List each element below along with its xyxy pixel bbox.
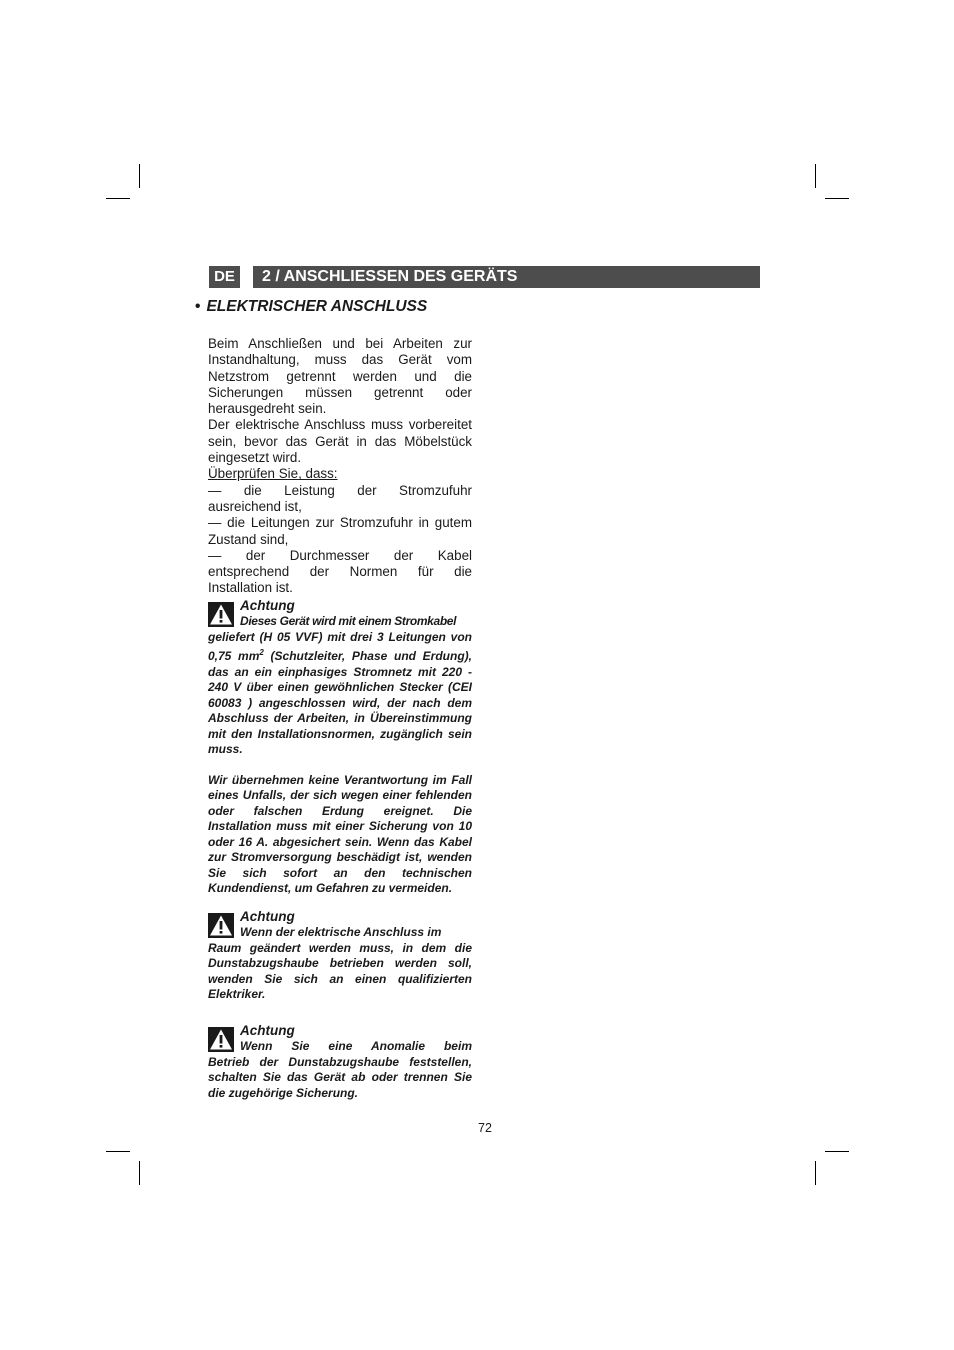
subheading-title: ELEKTRISCHER ANSCHLUSS	[206, 298, 428, 315]
crop-mark	[139, 1161, 140, 1185]
check-heading: Überprüfen Sie, dass:	[208, 466, 338, 482]
section-header	[209, 266, 760, 288]
check-item: — die Leitungen zur Stromzufuhr in gutem Zustand sind,	[208, 515, 472, 547]
warning-triangle-icon	[208, 602, 234, 627]
bullet: •	[195, 298, 201, 315]
warning-text: Wir übernehmen keine Verantwortung im Fall eines Unfalls, der sich wegen einer fehlenden oder falschen Erdung ereignet. Die Installation muss mit einer Sicherung von 10 oder 16 A. abgesichert sein. Wenn das Kabel zur Stromversorgung beschädigt ist, wenden Sie sich sofort an den technischen Kundendienst, um Gefahren zu vermeiden.	[208, 772, 472, 895]
warning-text: Betrieb der Dunstabzugshaube feststellen, schalten Sie das Gerät ab oder trennen Sie die zugehörige Sicherung.	[208, 1054, 472, 1100]
warning-block	[208, 1023, 472, 1101]
warning-text: geliefert (H 05 VVF) mit drei 3 Leitungen von 0,75 $mm^2$ (Schutzleiter, Phase und Erdung), das an ein einphasiges Stromnetz mit 220 - 240 V über einen gewöhnlichen Stecker (CEI 60083 ) angeschlossen wird, der nach dem Abschluss der Arbeiten, in Übereinstimmung mit den Installationsnormen, zugänglich sein muss.	[208, 629, 472, 756]
warning-text: Wenn der elektrische Anschluss im	[240, 925, 442, 939]
crop-mark	[106, 1151, 130, 1152]
crop-mark	[815, 164, 816, 188]
warning-block	[208, 909, 472, 1003]
crop-mark	[825, 1151, 849, 1152]
warning-title: Achtung	[240, 598, 295, 613]
paragraph: Beim Anschließen und bei Arbeiten zur Instandhaltung, muss das Gerät vom Netzstrom getrennt werden und die Sicherungen müssen getrennt oder herausgedreht sein.	[208, 336, 472, 417]
warning-triangle-icon	[208, 913, 234, 938]
warning-triangle-icon	[208, 1027, 234, 1052]
crop-mark	[815, 1161, 816, 1185]
subheading	[195, 298, 427, 316]
warning-text: Wenn Sie eine Anomalie beim	[240, 1039, 472, 1053]
paragraph: Der elektrische Anschluss muss vorbereitet sein, bevor das Gerät in das Möbelstück eingesetzt wird.	[208, 417, 472, 466]
check-item: — der Durchmesser der Kabel entsprechend der Normen für die Installation ist.	[208, 547, 472, 596]
warning-title: Achtung	[240, 909, 295, 924]
warning-title: Achtung	[240, 1023, 295, 1038]
body-text	[208, 336, 472, 597]
section-title: 2 / ANSCHLIESSEN DES GERÄTS	[253, 266, 760, 288]
crop-mark	[825, 198, 849, 199]
check-item: — die Leistung der Stromzufuhr ausreichend ist,	[208, 482, 472, 514]
crop-mark	[139, 164, 140, 188]
page-number: 72	[478, 1121, 492, 1135]
warning-text: Dieses Gerät wird mit einem Stromkabel	[240, 614, 457, 628]
language-badge: DE	[209, 266, 240, 288]
crop-mark	[106, 198, 130, 199]
warning-text: Raum geändert werden muss, in dem die Dunstabzugshaube betrieben werden soll, wenden Sie sich an einen qualifizierten Elektriker.	[208, 940, 472, 1001]
warning-block	[208, 598, 472, 897]
